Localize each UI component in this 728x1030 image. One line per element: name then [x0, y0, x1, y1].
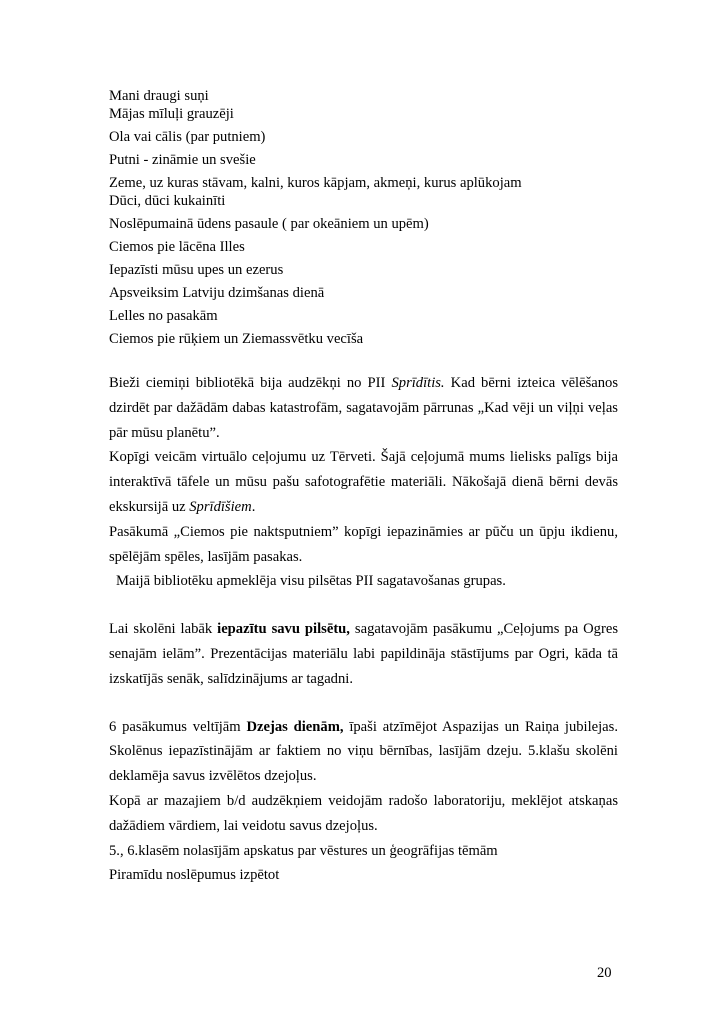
- topic-item: Ola vai cālis (par putniem): [109, 129, 266, 145]
- topic-item: Mani draugi suņi: [109, 88, 209, 104]
- topic-item: Mājas mīluļi grauzēji: [109, 106, 234, 122]
- topic-item: Dūci, dūci kukainīti: [109, 193, 226, 209]
- emphasis: iepazītu savu pilsētu,: [217, 621, 350, 638]
- topic-item: Putni - zināmie un svešie: [109, 152, 256, 168]
- paragraph: 5., 6.klasēm nolasījām apskatus par vēstures un ģeogrāfijas tēmām: [109, 842, 498, 859]
- emphasis: Dzejas dienām,: [246, 718, 344, 735]
- topic-item: Lelles no pasakām: [109, 308, 218, 324]
- topic-item: Iepazīsti mūsu upes un ezerus: [109, 262, 284, 278]
- kindergarten-name: Sprīdīšiem: [189, 498, 252, 515]
- paragraph: Piramīdu noslēpumus izpētot: [109, 867, 280, 884]
- topic-item: Zeme, uz kuras stāvam, kalni, kuros kāpjam, akmeņi, kurus aplūkojam: [109, 175, 522, 191]
- topic-item: Apsveiksim Latviju dzimšanas dienā: [109, 285, 325, 301]
- page-number: 20: [597, 965, 612, 981]
- document-page: [109, 87, 618, 888]
- paragraph: Bieži ciemiņi bibliotēkā bija audzēkņi no PII Sprīdītis. Kad bērni izteica vēlēšanos dzirdēt par dažādām dabas katastrofām, sagatavojām pārrunas „Kad vēji un viļņi veļas pār mūsu planētu”.: [109, 375, 619, 441]
- paragraph: Lai skolēni labāk iepazītu savu pilsētu, sagatavojām pasākumu „Ceļojums pa Ogres senajām ielām”. Prezentācijas materiālu labi papildināja stāstījums par Ogri, kāda tā izskatījās senāk, salīdzinājums ar tagadni.: [109, 621, 618, 687]
- paragraph: Kopā ar mazajiem b/d audzēkņiem veidojām radošo laboratoriju, meklējot atskaņas dažādiem vārdiem, lai veidotu savus dzejoļus.: [109, 792, 618, 834]
- section-city: [109, 617, 618, 691]
- paragraph: 6 pasākumus veltījām Dzejas dienām, īpaši atzīmējot Aspazijas un Raiņa jubilejas. Skolēnus iepazīstinājām ar faktiem no viņu bērnības, lasījām dzeju. 5.klašu skolēni deklamēja savus izvēlētos dzejoļus.: [109, 718, 618, 785]
- topic-item: Ciemos pie rūķiem un Ziemassvētku vecīša: [109, 331, 364, 347]
- section-preschool: [109, 371, 618, 594]
- paragraph: Pasākumā „Ciemos pie naktsputniem” kopīgi iepazināmies ar pūču un ūpju ikdienu, spēlējām spēles, lasījām pasakas.: [109, 523, 618, 565]
- topic-item: Noslēpumainā ūdens pasaule ( par okeāniem un upēm): [109, 216, 429, 232]
- paragraph: Maijā bibliotēku apmeklēja visu pilsētas PII sagatavošanas grupas.: [116, 573, 506, 590]
- topic-list: [109, 87, 618, 348]
- paragraph: Kopīgi veicām virtuālo ceļojumu uz Tērveti. Šajā ceļojumā mums lielisks palīgs bija interaktīvā tāfele un mūsu pašu safotografētie materiāli. Nākošajā dienā bērni devās ekskursijā uz Sprīdīšiem.: [109, 449, 618, 515]
- topic-item: Ciemos pie lācēna Illes: [109, 239, 245, 255]
- section-poetry: [109, 715, 618, 889]
- kindergarten-name: Sprīdītis.: [391, 375, 445, 391]
